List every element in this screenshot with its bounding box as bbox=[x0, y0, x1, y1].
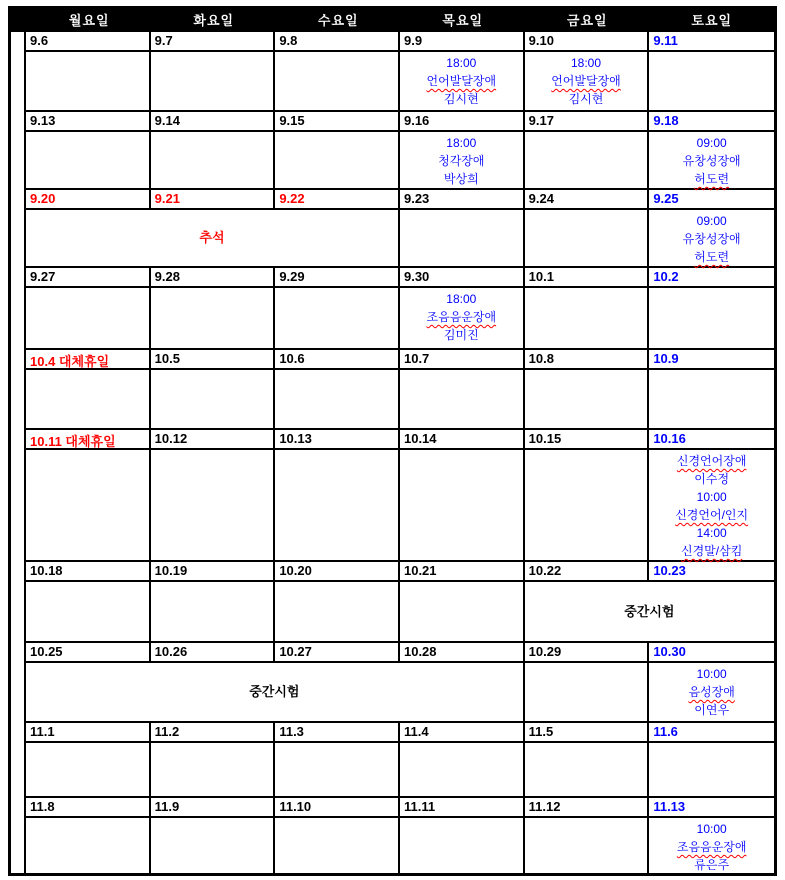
date-cell: 11.13 bbox=[649, 798, 774, 818]
date-cell: 10.30 bbox=[649, 643, 774, 663]
event-line: 이연우 bbox=[694, 703, 730, 717]
date-cell: 11.8 bbox=[26, 798, 151, 818]
date-cell: 10.12 bbox=[151, 430, 276, 450]
event-cell bbox=[525, 52, 650, 110]
empty-event-cell bbox=[26, 52, 151, 110]
calendar-body bbox=[11, 32, 774, 874]
event-cell bbox=[400, 288, 525, 348]
event-line: 신경언어장애 bbox=[676, 454, 747, 468]
date-cell: 9.21 bbox=[151, 190, 276, 210]
weekday-header: 금요일 bbox=[566, 13, 608, 28]
date-cell: 10.9 bbox=[649, 350, 774, 370]
empty-event-cell bbox=[26, 818, 151, 874]
weekday-header: 수요일 bbox=[317, 13, 359, 28]
event-line: 류은주 bbox=[694, 858, 730, 872]
empty-event-cell bbox=[525, 132, 650, 188]
week-row bbox=[26, 268, 774, 350]
empty-event-cell bbox=[525, 818, 650, 874]
empty-event-cell bbox=[26, 132, 151, 188]
event-line: 김미진 bbox=[443, 328, 479, 342]
date-cell: 10.4 대체휴일 bbox=[26, 350, 151, 370]
date-cell: 9.6 bbox=[26, 32, 151, 52]
date-cell: 10.14 bbox=[400, 430, 525, 450]
date-cell: 11.3 bbox=[275, 723, 400, 743]
date-cell: 9.24 bbox=[525, 190, 650, 210]
weekday-header: 목요일 bbox=[442, 13, 484, 28]
empty-event-cell bbox=[26, 450, 151, 560]
event-line: 허도련 bbox=[694, 250, 730, 264]
exam-span-cell bbox=[525, 582, 774, 641]
event-line: 14:00 bbox=[696, 526, 727, 540]
date-cell: 11.9 bbox=[151, 798, 276, 818]
empty-event-cell bbox=[151, 288, 276, 348]
event-line: 언어발달장애 bbox=[426, 74, 497, 88]
event-line: 신경말/삼킴 bbox=[681, 544, 743, 558]
exam-label: 중간시험 bbox=[624, 603, 675, 619]
date-cell: 10.13 bbox=[275, 430, 400, 450]
empty-event-cell bbox=[400, 743, 525, 796]
empty-event-cell bbox=[151, 582, 276, 641]
calendar-weeks bbox=[26, 32, 774, 874]
empty-event-cell bbox=[525, 663, 650, 721]
empty-event-cell bbox=[400, 582, 525, 641]
week-row bbox=[26, 562, 774, 643]
date-cell: 9.13 bbox=[26, 112, 151, 132]
date-cell: 9.8 bbox=[275, 32, 400, 52]
empty-event-cell bbox=[400, 370, 525, 428]
date-cell: 11.6 bbox=[649, 723, 774, 743]
empty-event-cell bbox=[525, 743, 650, 796]
date-cell: 11.5 bbox=[525, 723, 650, 743]
event-line: 언어발달장애 bbox=[551, 74, 621, 88]
date-cell: 10.29 bbox=[525, 643, 650, 663]
left-gutter-column bbox=[11, 32, 26, 874]
event-line: 10:00 bbox=[696, 490, 727, 504]
event-line: 청각장애 bbox=[438, 154, 485, 168]
date-cell: 10.8 bbox=[525, 350, 650, 370]
calendar-table bbox=[8, 6, 777, 876]
weekday-header: 월요일 bbox=[68, 13, 110, 28]
week-row bbox=[26, 430, 774, 562]
empty-event-cell bbox=[151, 52, 276, 110]
date-cell: 10.19 bbox=[151, 562, 276, 582]
event-line: 이수정 bbox=[694, 472, 730, 486]
date-cell: 9.14 bbox=[151, 112, 276, 132]
date-cell: 10.7 bbox=[400, 350, 525, 370]
empty-event-cell bbox=[400, 818, 525, 874]
date-cell: 9.29 bbox=[275, 268, 400, 288]
date-cell: 10.28 bbox=[400, 643, 525, 663]
event-cell bbox=[649, 450, 774, 560]
event-line: 조음음운장애 bbox=[426, 310, 497, 324]
header-corner-spacer bbox=[11, 9, 27, 32]
weekday-header: 토요일 bbox=[691, 13, 733, 28]
empty-event-cell bbox=[525, 370, 650, 428]
empty-event-cell bbox=[275, 743, 400, 796]
date-cell: 10.18 bbox=[26, 562, 151, 582]
date-cell: 9.15 bbox=[275, 112, 400, 132]
empty-event-cell bbox=[649, 743, 774, 796]
date-cell: 9.22 bbox=[275, 190, 400, 210]
date-cell: 10.25 bbox=[26, 643, 151, 663]
date-cell: 9.10 bbox=[525, 32, 650, 52]
date-cell: 10.1 bbox=[525, 268, 650, 288]
date-cell: 10.16 bbox=[649, 430, 774, 450]
date-cell: 9.17 bbox=[525, 112, 650, 132]
event-line: 18:00 bbox=[446, 292, 477, 306]
empty-event-cell bbox=[525, 210, 650, 266]
event-cell bbox=[649, 818, 774, 874]
event-line: 김시현 bbox=[568, 92, 604, 106]
empty-event-cell bbox=[151, 450, 276, 560]
date-cell: 9.23 bbox=[400, 190, 525, 210]
date-cell: 9.30 bbox=[400, 268, 525, 288]
date-cell: 10.26 bbox=[151, 643, 276, 663]
empty-event-cell bbox=[275, 52, 400, 110]
date-cell: 10.15 bbox=[525, 430, 650, 450]
empty-event-cell bbox=[26, 743, 151, 796]
empty-event-cell bbox=[649, 288, 774, 348]
event-line: 김시현 bbox=[443, 92, 479, 106]
week-row bbox=[26, 32, 774, 112]
date-cell: 10.21 bbox=[400, 562, 525, 582]
empty-event-cell bbox=[275, 450, 400, 560]
event-line: 18:00 bbox=[446, 56, 477, 70]
event-line: 10:00 bbox=[696, 822, 727, 836]
event-cell bbox=[400, 52, 525, 110]
event-line: 18:00 bbox=[570, 56, 601, 70]
empty-event-cell bbox=[275, 582, 400, 641]
date-cell: 9.16 bbox=[400, 112, 525, 132]
date-cell: 9.27 bbox=[26, 268, 151, 288]
date-cell: 11.1 bbox=[26, 723, 151, 743]
empty-event-cell bbox=[151, 370, 276, 428]
week-row bbox=[26, 190, 774, 268]
holiday-span-cell bbox=[26, 210, 400, 266]
date-cell: 9.18 bbox=[649, 112, 774, 132]
event-line: 조음음운장애 bbox=[676, 840, 747, 854]
date-cell: 9.28 bbox=[151, 268, 276, 288]
date-cell: 9.9 bbox=[400, 32, 525, 52]
date-cell: 10.5 bbox=[151, 350, 276, 370]
empty-event-cell bbox=[275, 370, 400, 428]
empty-event-cell bbox=[275, 818, 400, 874]
event-line: 신경언어/인지 bbox=[675, 508, 749, 522]
empty-event-cell bbox=[400, 210, 525, 266]
date-cell: 10.11 대체휴일 bbox=[26, 430, 151, 450]
date-cell: 10.6 bbox=[275, 350, 400, 370]
empty-event-cell bbox=[275, 288, 400, 348]
event-line: 허도련 bbox=[694, 172, 730, 186]
weekday-header: 화요일 bbox=[193, 13, 235, 28]
event-line: 18:00 bbox=[446, 136, 477, 150]
empty-event-cell bbox=[649, 52, 774, 110]
date-cell: 11.2 bbox=[151, 723, 276, 743]
exam-label: 중간시험 bbox=[249, 684, 300, 699]
date-cell: 9.20 bbox=[26, 190, 151, 210]
event-line: 유창성장애 bbox=[682, 232, 741, 246]
week-row bbox=[26, 723, 774, 798]
empty-event-cell bbox=[275, 132, 400, 188]
event-cell bbox=[649, 132, 774, 188]
empty-event-cell bbox=[151, 743, 276, 796]
empty-event-cell bbox=[26, 288, 151, 348]
date-cell: 10.27 bbox=[275, 643, 400, 663]
week-row bbox=[26, 643, 774, 723]
event-cell bbox=[400, 132, 525, 188]
empty-event-cell bbox=[400, 450, 525, 560]
date-cell: 9.7 bbox=[151, 32, 276, 52]
event-line: 09:00 bbox=[696, 136, 727, 150]
event-line: 박상희 bbox=[443, 172, 479, 186]
weekday-headers bbox=[27, 9, 774, 32]
empty-event-cell bbox=[525, 288, 650, 348]
date-cell: 10.22 bbox=[525, 562, 650, 582]
date-cell: 10.20 bbox=[275, 562, 400, 582]
event-line: 09:00 bbox=[696, 214, 727, 228]
date-cell: 11.12 bbox=[525, 798, 650, 818]
week-row bbox=[26, 350, 774, 430]
date-cell: 9.11 bbox=[649, 32, 774, 52]
date-cell: 11.4 bbox=[400, 723, 525, 743]
empty-event-cell bbox=[26, 370, 151, 428]
date-cell: 11.10 bbox=[275, 798, 400, 818]
empty-event-cell bbox=[26, 582, 151, 641]
event-line: 음성장애 bbox=[688, 685, 735, 699]
empty-event-cell bbox=[525, 450, 650, 560]
date-cell: 10.2 bbox=[649, 268, 774, 288]
empty-event-cell bbox=[649, 370, 774, 428]
empty-event-cell bbox=[151, 818, 276, 874]
date-cell: 10.23 bbox=[649, 562, 774, 582]
exam-span-cell bbox=[26, 663, 525, 721]
event-line: 유창성장애 bbox=[682, 154, 741, 168]
event-line: 10:00 bbox=[696, 667, 727, 681]
date-cell: 9.25 bbox=[649, 190, 774, 210]
holiday-label: 추석 bbox=[199, 230, 225, 245]
week-row bbox=[26, 112, 774, 190]
date-cell: 11.11 bbox=[400, 798, 525, 818]
event-cell bbox=[649, 210, 774, 266]
week-row bbox=[26, 798, 774, 874]
empty-event-cell bbox=[151, 132, 276, 188]
calendar-header-row bbox=[11, 9, 774, 32]
event-cell bbox=[649, 663, 774, 721]
